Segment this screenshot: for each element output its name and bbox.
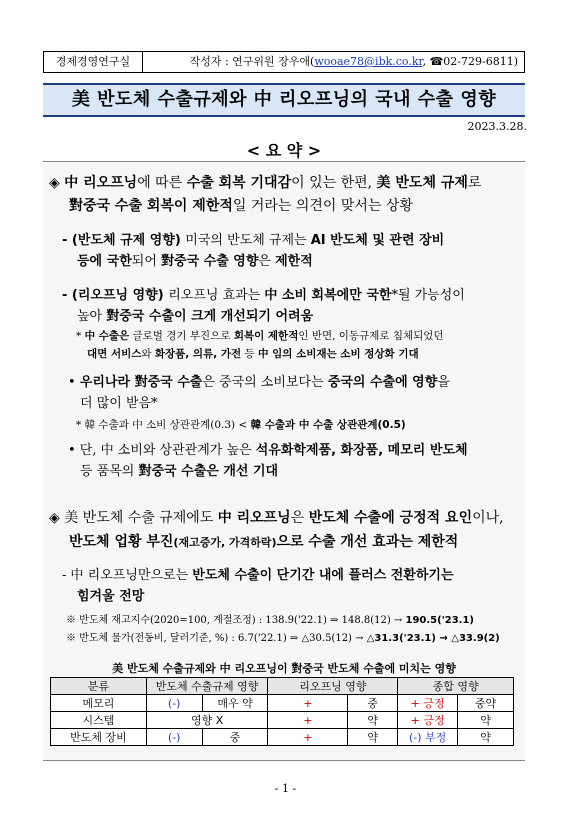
overall-level: 약 bbox=[458, 729, 514, 746]
reopening-level: 중 bbox=[348, 695, 398, 712]
table-row bbox=[51, 695, 514, 712]
table-header-category: 분류 bbox=[51, 678, 147, 695]
table-row bbox=[51, 729, 514, 746]
overall-level: 중약 bbox=[458, 695, 514, 712]
s1-bullet-regulation-line1: - (반도체 규제 영향) 미국의 반도체 규제는 AI 반도체 및 관련 장비 bbox=[62, 233, 445, 248]
report-date: 2023.3.28. bbox=[467, 120, 527, 133]
regulation-level: 중 bbox=[202, 729, 268, 746]
regulation-effect: 영향 X bbox=[146, 712, 268, 729]
overall-sign: + 긍정 bbox=[398, 695, 458, 712]
row-category: 메모리 bbox=[51, 695, 147, 712]
author-label: 작성자 : 연구위원 장우애( bbox=[189, 55, 315, 68]
regulation-level: 매우 약 bbox=[202, 695, 268, 712]
s2-bullet-line1: - 中 리오프닝만으로는 반도체 수출이 단기간 내에 플러스 전환하기는 bbox=[62, 568, 454, 583]
overall-level: 약 bbox=[458, 712, 514, 729]
s2-para-line2: 반도체 업황 부진(재고증가, 가격하락)으로 수출 개선 효과는 제한적 bbox=[69, 534, 459, 550]
row-category: 반도체 장비 bbox=[51, 729, 147, 746]
table-header-regulation: 반도체 수출규제 영향 bbox=[146, 678, 268, 695]
table-header-overall: 종합 영향 bbox=[398, 678, 514, 695]
summary-heading: < 요 약 > bbox=[246, 141, 322, 160]
author-phone: , ☎02-729-6811) bbox=[422, 55, 518, 68]
table-header-reopening: 리오프닝 영향 bbox=[268, 678, 398, 695]
reopening-level: 약 bbox=[348, 712, 398, 729]
reopening-level: 약 bbox=[348, 729, 398, 746]
report-title: 美 반도체 수출규제와 中 리오프닝의 국내 수출 영향 bbox=[43, 83, 525, 117]
s2-bullet-line2: 힘겨울 전망 bbox=[77, 589, 145, 604]
page-number: - 1 - bbox=[274, 782, 297, 795]
reopening-sign: + bbox=[268, 729, 348, 746]
table-caption: 美 반도체 수출규제와 中 리오프닝이 對중국 반도체 수출에 미치는 영향 bbox=[112, 662, 456, 675]
s1-note1-line2: 대면 서비스와 화장품, 의류, 가전 등 中 임의 소비재는 소비 정상화 기대 bbox=[87, 348, 419, 360]
regulation-sign: (-) bbox=[146, 695, 202, 712]
s1-bullet-reopening-line2: 높아 對중국 수출이 크게 개선되기 어려움 bbox=[77, 309, 314, 324]
s1-note1-line1: * 中 수출은 글로벌 경기 부진으로 회복이 제한적인 반면, 이동규제로 침체되었던 bbox=[76, 330, 444, 342]
regulation-sign: (-) bbox=[146, 729, 202, 746]
s1-bullet-korea-line1: • 우리나라 對중국 수출은 중국의 소비보다는 중국의 수출에 영향을 bbox=[68, 375, 450, 390]
s1-note2: * 韓 수출과 中 소비 상관관계(0.3) < 韓 수출과 中 수출 상관관계(0.5) bbox=[76, 419, 406, 431]
s1-para-line1: ◈ 中 리오프닝에 따른 수출 회복 기대감이 있는 한편, 美 반도체 규제로 bbox=[49, 175, 482, 191]
department-label: 경제경영연구실 bbox=[44, 52, 143, 72]
impact-table bbox=[50, 677, 514, 746]
s1-bullet-however-line1: • 단, 中 소비와 상관관계가 높은 석유화학제품, 화장품, 메모리 반도체 bbox=[68, 443, 468, 458]
overall-sign: (-) 부정 bbox=[398, 729, 458, 746]
s1-bullet-however-line2: 등 품목의 對중국 수출은 개선 기대 bbox=[80, 464, 279, 479]
s2-reference-price: ※ 반도체 물가(전동비, 달러기준, %) : 6.7('22.1) ⇒ △30.5(12) → △31.3('23.1) → △33.9(2) bbox=[66, 633, 500, 644]
s1-bullet-korea-line2: 더 많이 받음* bbox=[80, 396, 158, 411]
author-contact bbox=[143, 52, 524, 72]
s1-bullet-regulation-line2: 등에 국한되어 對중국 수출 영향은 제한적 bbox=[77, 254, 313, 269]
author-info-bar bbox=[43, 51, 525, 73]
table-header-row bbox=[51, 678, 514, 695]
row-category: 시스템 bbox=[51, 712, 147, 729]
reopening-sign: + bbox=[268, 695, 348, 712]
overall-sign: + 긍정 bbox=[398, 712, 458, 729]
table-row bbox=[51, 712, 514, 729]
s1-bullet-reopening-line1: - (리오프닝 영향) 리오프닝 효과는 中 소비 회복에만 국한*될 가능성이 bbox=[62, 288, 465, 303]
s2-para-line1: ◈ 美 반도체 수출 규제에도 中 리오프닝은 반도체 수출에 긍정적 요인이나, bbox=[49, 510, 504, 526]
s2-reference-inventory: ※ 반도체 재고지수(2020=100, 계절조정) : 138.9('22.1) ⇒ 148.8(12) → 190.5('23.1) bbox=[66, 615, 475, 626]
s1-para-line2: 對중국 수출 회복이 제한적일 거라는 의견이 맞서는 상황 bbox=[69, 198, 413, 214]
author-email-link[interactable]: wooae78@ibk.co.kr bbox=[314, 55, 423, 68]
reopening-sign: + bbox=[268, 712, 348, 729]
